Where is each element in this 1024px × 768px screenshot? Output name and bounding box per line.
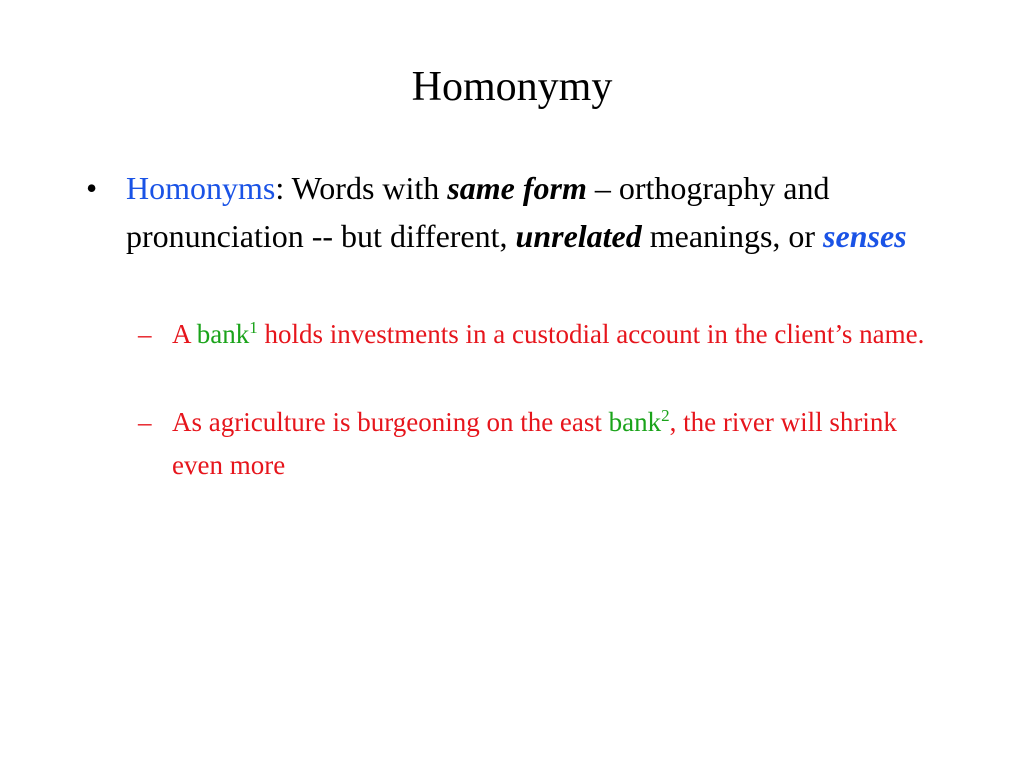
superscript-sense-number: 1: [249, 318, 258, 337]
term-colon: :: [275, 170, 285, 206]
emphasis-unrelated: unrelated: [515, 218, 642, 254]
dash-marker-icon: –: [138, 319, 152, 349]
term-homonyms: Homonyms: [126, 170, 276, 206]
highlight-bank: bank: [608, 407, 662, 437]
bullet-text-2: – orthography and pronunciation -- but different,: [126, 170, 830, 254]
slide-title: Homonymy: [411, 64, 613, 110]
sub-item-text-after: holds investments in a custodial account in the client’s name.: [257, 319, 925, 349]
emphasis-senses: senses: [823, 218, 907, 254]
highlight-bank: bank: [196, 319, 250, 349]
emphasis-same-form: same form: [447, 170, 587, 206]
sub-item-text-after: , the river will shrink even more: [172, 407, 897, 480]
dash-marker-icon: –: [138, 407, 152, 437]
superscript-sense-number: 2: [661, 406, 670, 425]
bullet-homonyms: [86, 164, 956, 260]
bullet-text-3: meanings, or: [641, 218, 824, 254]
sub-item-bank-1: [138, 313, 942, 356]
sub-item-text-before: A: [172, 319, 197, 349]
sub-item-bank-2: [138, 401, 942, 487]
bullet-text-1: Words with: [284, 170, 448, 206]
sub-item-text-before: As agriculture is burgeoning on the east: [172, 407, 609, 437]
bullet-dot-icon: •: [86, 170, 98, 206]
